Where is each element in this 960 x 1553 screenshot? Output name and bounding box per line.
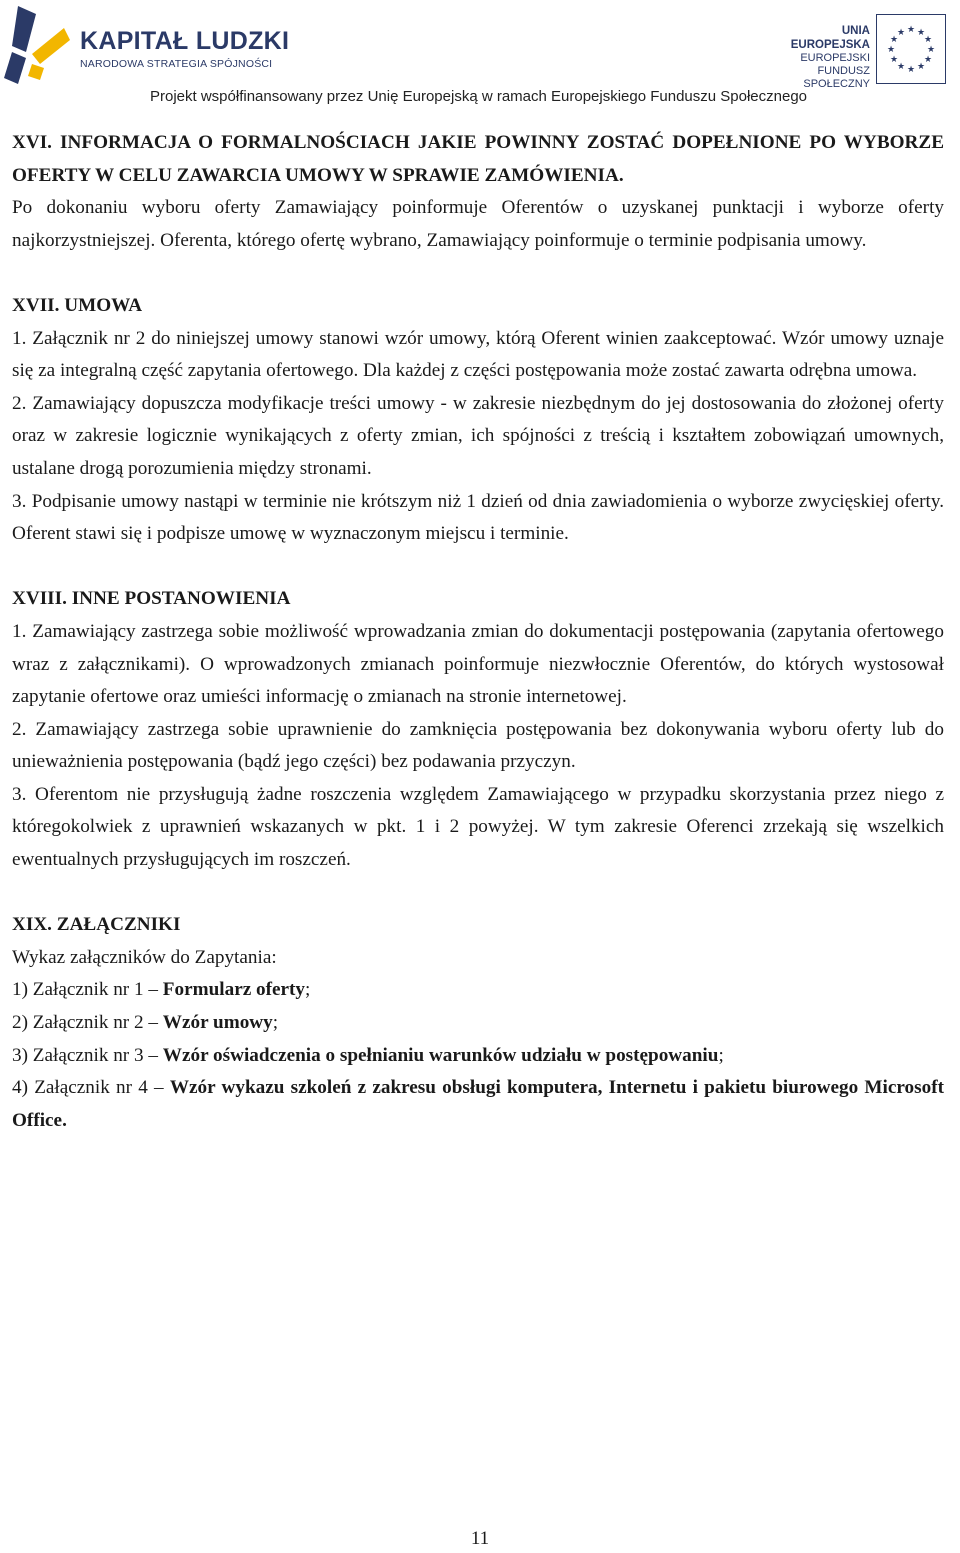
attachment-item-title: Wzór oświadczenia o spełnianiu warunków udziału w postępowaniu — [162, 1044, 719, 1066]
kapital-ludzki-logo-icon — [4, 6, 70, 84]
svg-text:★: ★ — [906, 65, 916, 75]
eu-brand-text — [768, 24, 870, 91]
svg-text:★: ★ — [916, 28, 926, 38]
section-18-heading: XVIII. INNE POSTANOWIENIA — [12, 588, 291, 610]
svg-text:★: ★ — [896, 62, 906, 72]
attachment-item-1 — [12, 974, 944, 1007]
section-17-paragraph-2: 2. Zamawiający dopuszcza modyfikacje treści umowy - w zakresie niezbędnym do jej dostosowania do złożonej oferty oraz w zakresie logicznie wynikających z oferty zmian, ich spójności z treścią i kształtem zobowiązań umownych, ustalane drogą porozumienia między stronami. — [12, 392, 944, 479]
section-18-paragraph-2: 2. Zamawiający zastrzega sobie uprawnienie do zamknięcia postępowania bez dokonywania wyboru oferty lub do unieważnienia postępowania (bądź jego części) bez podawania przyczyn. — [12, 718, 944, 773]
attachment-item-prefix: 4) Załącznik nr 4 – — [12, 1077, 170, 1099]
page-header — [0, 0, 960, 118]
eu-line-3: FUNDUSZ SPOŁECZNY — [803, 65, 870, 90]
svg-text:★: ★ — [906, 25, 916, 35]
kapital-ludzki-title: KAPITAŁ LUDZKI — [80, 27, 290, 55]
attachment-item-title: Formularz oferty — [162, 979, 306, 1001]
section-19-heading: XIX. ZAŁĄCZNIKI — [12, 914, 181, 936]
svg-text:★: ★ — [886, 45, 896, 55]
svg-text:★: ★ — [889, 55, 899, 65]
section-16-text: Po dokonaniu wyboru oferty Zamawiający poinformuje Oferentów o uzyskanej punktacji i wyborze oferty najkorzystniejszej. Oferenta, którego ofertę wybrano, Zamawiający poinformuje o terminie podpisania umowy. — [12, 197, 944, 251]
svg-text:★: ★ — [923, 55, 933, 65]
attachment-item-suffix: ; — [272, 1012, 279, 1034]
section-17-paragraph-3: 3. Podpisanie umowy nastąpi w terminie nie krótszym niż 1 dzień od dnia zawiadomienia o wyborze zwycięskiej oferty. Oferent stawi się i podpisze umowę w wyznaczonym miejscu i terminie. — [12, 490, 944, 545]
attachment-item-prefix: 2) Załącznik nr 2 – — [12, 1012, 163, 1034]
svg-text:★: ★ — [923, 35, 933, 45]
svg-text:★: ★ — [889, 35, 899, 45]
svg-text:★: ★ — [926, 45, 936, 55]
spacer — [12, 877, 944, 910]
svg-text:★: ★ — [916, 62, 926, 72]
kapital-ludzki-subtitle: NARODOWA STRATEGIA SPÓJNOŚCI — [80, 58, 273, 70]
section-18-paragraph-3: 3. Oferentom nie przysługują żadne roszczenia względem Zamawiającego w przypadku skorzystania przez niego z któregokolwiek z uprawnień wskazanych w pkt. 1 i 2 powyżej. W tym zakresie Oferenci zrzekają się wszelkich ewentualnych przysługujących im roszczeń. — [12, 783, 944, 871]
attachment-item-prefix: 3) Załącznik nr 3 – — [12, 1044, 163, 1066]
attachment-item-suffix: ; — [305, 979, 311, 1001]
attachment-item-prefix: 1) Załącznik nr 1 – — [12, 979, 163, 1001]
section-17-paragraph-1: 1. Załącznik nr 2 do niniejszej umowy stanowi wzór umowy, którą Oferent winien zaakceptować. Wzór umowy uznaje się za integralną część zapytania ofertowego. Dla każdej z części postępowania może zostać zawarta odrębna umowa. — [12, 327, 944, 382]
attachment-item-4 — [12, 1072, 944, 1137]
section-16-heading: XVI. INFORMACJA O FORMALNOŚCIACH JAKIE POWINNY ZOSTAĆ DOPEŁNIONE PO WYBORZE OFERTY W CELU ZAWARCIA UMOWY W SPRAWIE ZAMÓWIENIA. — [12, 132, 944, 186]
attachment-item-3 — [12, 1040, 944, 1073]
page-number: 11 — [470, 1528, 490, 1549]
eu-line-1: UNIA EUROPEJSKA — [790, 25, 870, 51]
attachment-item-title: Wzór wykazu szkoleń z zakresu obsługi komputera, Internetu i pakietu biurowego Microsoft Office. — [12, 1077, 944, 1131]
attachments-intro: Wykaz załączników do Zapytania: — [12, 946, 277, 968]
spacer — [12, 257, 944, 290]
document-body — [12, 127, 944, 1137]
attachment-item-title: Wzór umowy — [162, 1012, 273, 1034]
section-18-paragraph-1: 1. Zamawiający zastrzega sobie możliwość wprowadzania zmian do dokumentacji postępowania (zapytania ofertowego wraz z załącznikami). O wprowadzonych zmianach poinformuje niezwłocznie Oferentów, do których wystosował zapytanie ofertowe oraz umieści informację o zmianach na stronie internetowej. — [12, 620, 944, 708]
svg-text:★: ★ — [896, 28, 906, 38]
section-17-heading: XVII. UMOWA — [12, 294, 143, 316]
attachment-item-2 — [12, 1007, 944, 1040]
spacer — [12, 551, 944, 584]
eu-flag-icon — [876, 14, 946, 84]
kapital-ludzki-brand — [80, 28, 289, 70]
eu-line-2: EUROPEJSKI — [800, 52, 870, 64]
project-funding-line: Projekt współfinansowany przez Unię Europejską w ramach Europejskiego Funduszu Społecznego — [150, 88, 808, 105]
attachment-item-suffix: ; — [718, 1044, 724, 1066]
